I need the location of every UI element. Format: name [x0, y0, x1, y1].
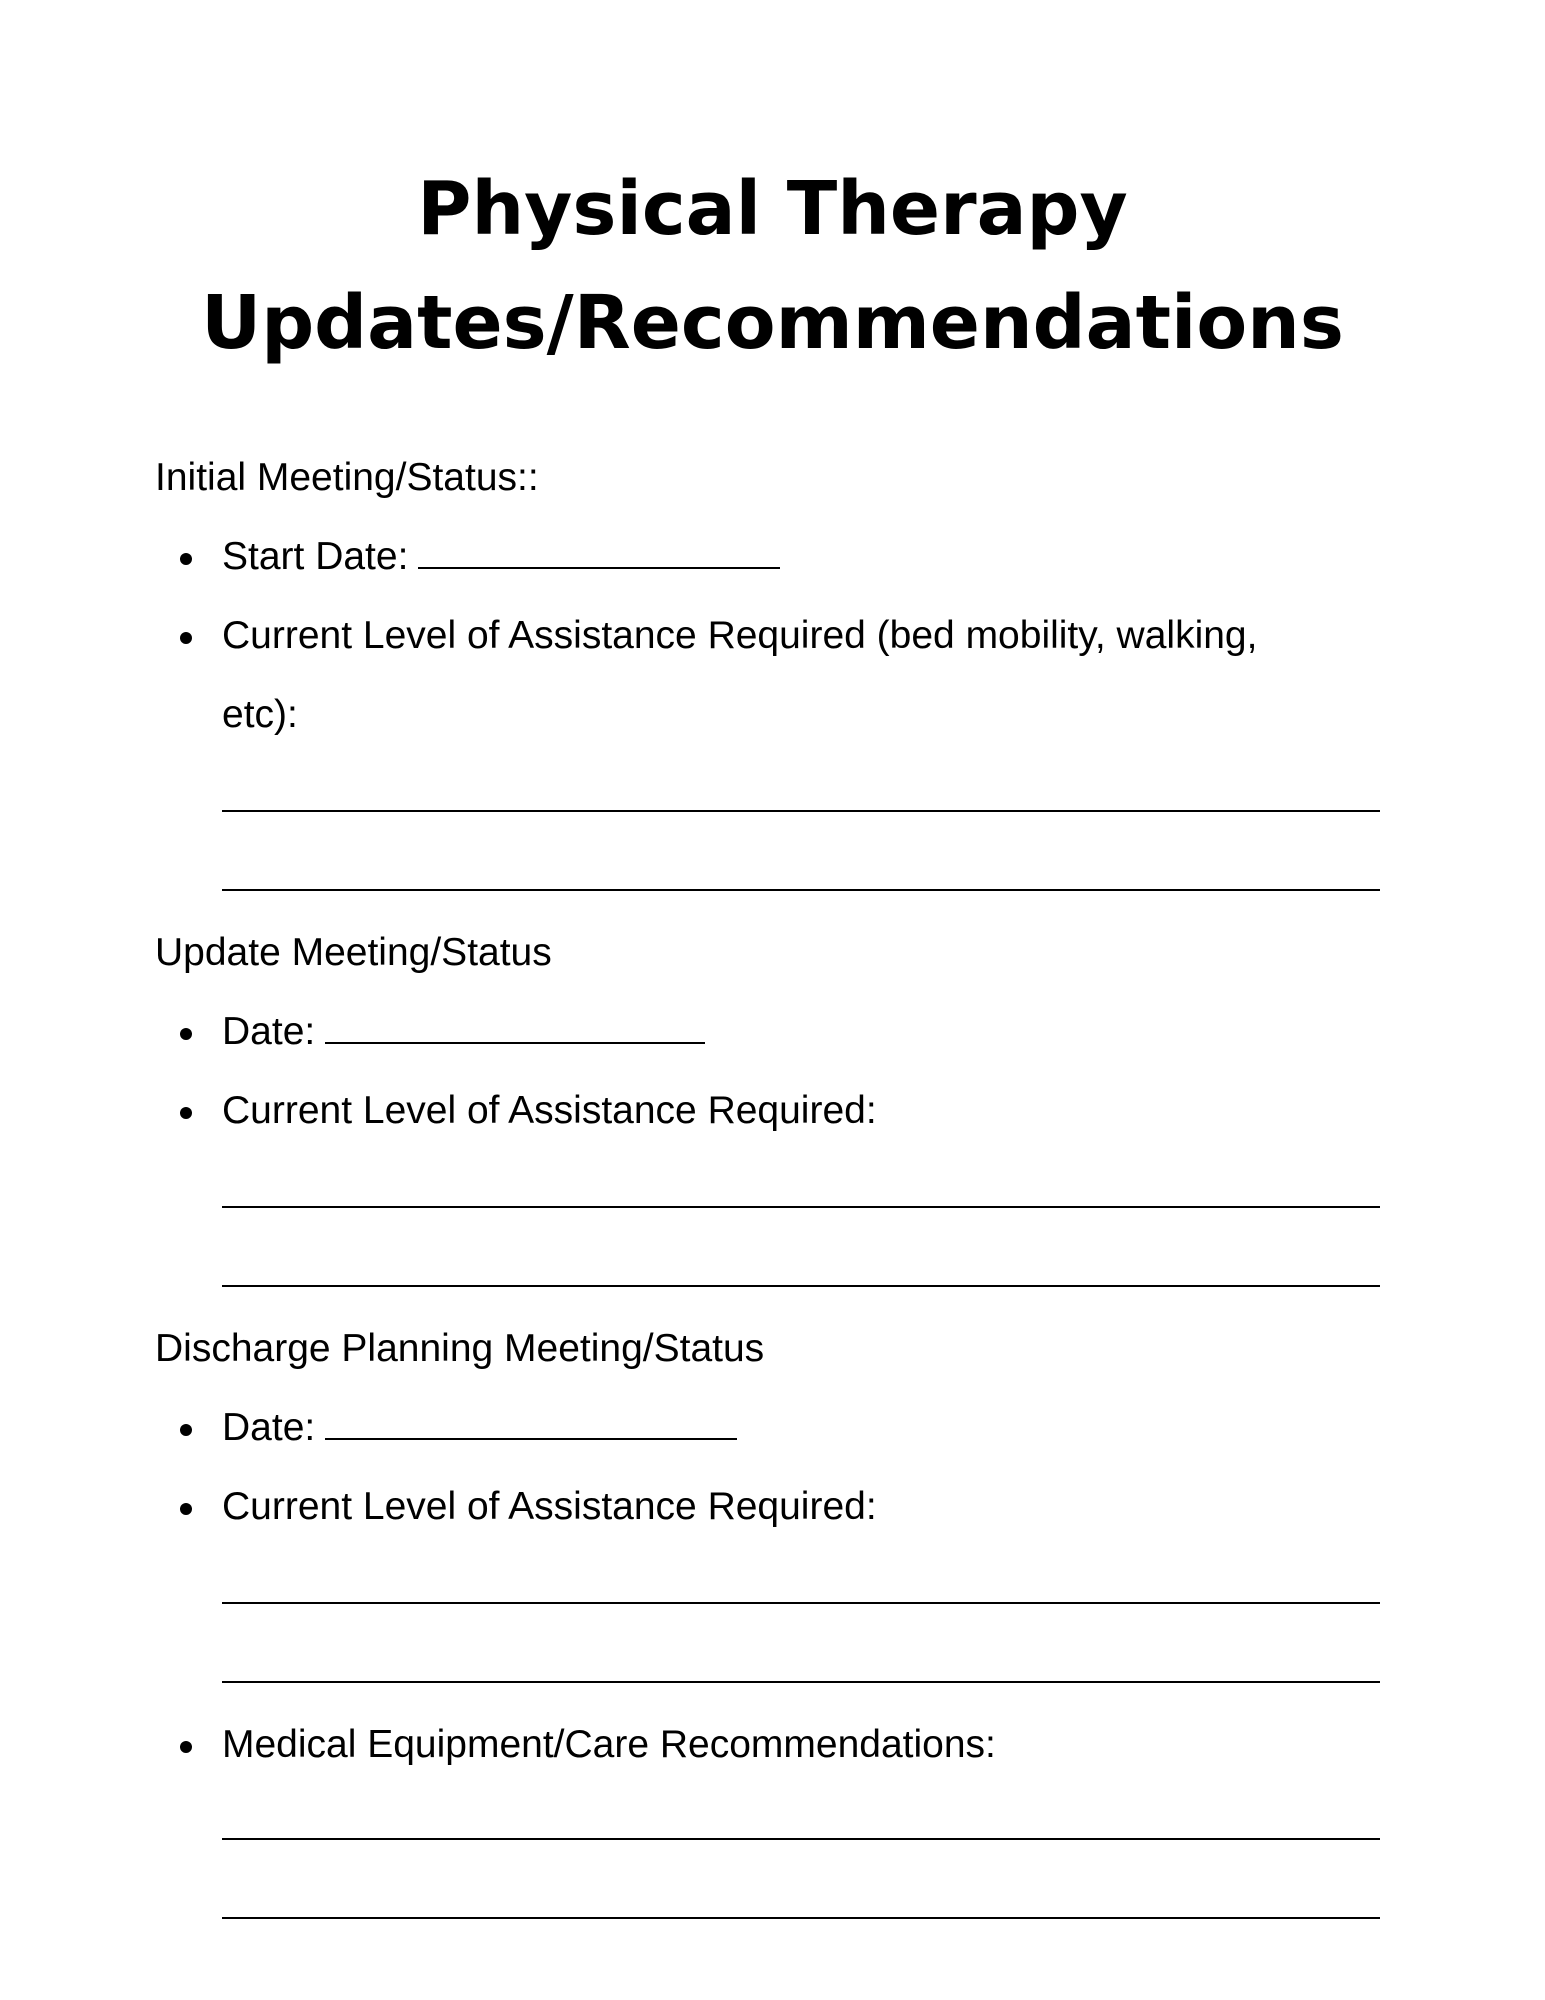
update-date-blank[interactable]	[325, 1012, 705, 1044]
title-line-2: Updates/Recommendations	[201, 280, 1344, 366]
discharge-date-field	[222, 1404, 737, 1452]
title-line-1: Physical Therapy	[417, 166, 1128, 252]
bullet	[180, 1028, 192, 1040]
page-title	[0, 152, 1545, 380]
initial-meeting-heading: Initial Meeting/Status::	[155, 456, 539, 499]
update-assistance-label: Current Level of Assistance Required:	[222, 1089, 877, 1132]
initial-assistance-label-line1: Current Level of Assistance Required (bed mobility, walking,	[222, 614, 1258, 657]
discharge-assistance-answer-line-2[interactable]	[222, 1681, 1380, 1683]
bullet	[180, 1424, 192, 1436]
update-assistance-answer-line-1[interactable]	[222, 1206, 1380, 1208]
equipment-answer-line-1[interactable]	[222, 1838, 1380, 1840]
initial-start-date-field	[222, 533, 780, 581]
bullet	[180, 632, 192, 644]
bullet	[180, 553, 192, 565]
initial-assistance-answer-line-2[interactable]	[222, 889, 1380, 891]
update-date-label: Date:	[222, 1010, 316, 1053]
discharge-date-blank[interactable]	[325, 1408, 737, 1440]
discharge-assistance-answer-line-1[interactable]	[222, 1602, 1380, 1604]
initial-assistance-label-line2: etc):	[222, 693, 298, 736]
bullet	[180, 1741, 192, 1753]
discharge-equipment-label: Medical Equipment/Care Recommendations:	[222, 1723, 996, 1766]
discharge-meeting-heading: Discharge Planning Meeting/Status	[155, 1327, 765, 1370]
equipment-answer-line-2[interactable]	[222, 1917, 1380, 1919]
bullet	[180, 1107, 192, 1119]
update-date-field	[222, 1008, 705, 1056]
start-date-label: Start Date:	[222, 535, 409, 578]
update-meeting-heading: Update Meeting/Status	[155, 931, 552, 974]
discharge-assistance-label: Current Level of Assistance Required:	[222, 1485, 877, 1528]
update-assistance-answer-line-2[interactable]	[222, 1285, 1380, 1287]
start-date-blank[interactable]	[418, 537, 780, 569]
initial-assistance-answer-line-1[interactable]	[222, 810, 1380, 812]
bullet	[180, 1503, 192, 1515]
discharge-date-label: Date:	[222, 1406, 316, 1449]
